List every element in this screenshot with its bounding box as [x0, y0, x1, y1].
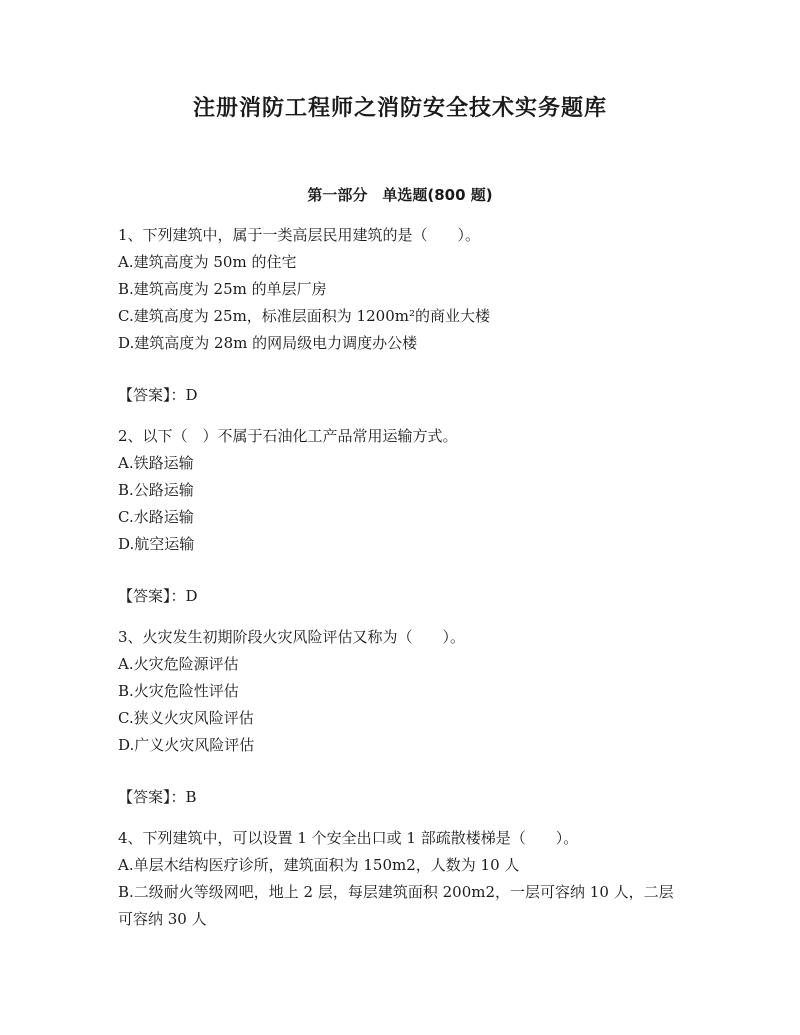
answer-value: ：D	[170, 386, 198, 404]
option-d: D.广义火灾风险评估	[118, 736, 255, 754]
option-b: B.公路运输	[118, 481, 194, 499]
answer-line	[118, 784, 678, 811]
question-list	[118, 222, 678, 933]
question-stem: 2、以下（ ）不属于石油化工产品常用运输方式。	[118, 427, 458, 445]
question-stem: 3、火灾发生初期阶段火灾风险评估又称为（ ）。	[118, 628, 466, 646]
option-c: C.水路运输	[118, 508, 194, 526]
option-b: B.建筑高度为 25m 的单层厂房	[118, 280, 327, 298]
option-c: C.建筑高度为 25m，标准层面积为 1200m²的商业大楼	[118, 307, 490, 325]
section-title: 第一部分 单选题(800 题)	[307, 186, 493, 204]
document-title: 注册消防工程师之消防安全技术实务题库	[192, 96, 607, 121]
option-d: D.航空运输	[118, 535, 195, 553]
question-3	[118, 624, 678, 811]
option-b: B.二级耐火等级网吧，地上 2 层，每层建筑面积 200m2，一层可容纳 10 人，二层可容纳 30 人	[118, 883, 674, 928]
question-4	[118, 825, 678, 933]
answer-label: 【答案】	[118, 788, 171, 806]
option-c: C.狭义火灾风险评估	[118, 709, 254, 727]
question-stem: 1、下列建筑中，属于一类高层民用建筑的是（ ）。	[118, 226, 481, 244]
answer-value: ：D	[170, 587, 198, 605]
question-2	[118, 423, 678, 610]
option-a: A.火灾危险源评估	[118, 655, 239, 673]
option-b: B.火灾危险性评估	[118, 682, 239, 700]
answer-line	[118, 382, 678, 409]
answer-label: 【答案】	[118, 587, 171, 605]
answer-value: ：B	[170, 788, 197, 806]
answer-line	[118, 583, 678, 610]
answer-label: 【答案】	[118, 386, 171, 404]
option-a: A.铁路运输	[118, 454, 194, 472]
question-stem: 4、下列建筑中，可以设置 1 个安全出口或 1 部疏散楼梯是（ ）。	[118, 829, 579, 847]
option-a: A.建筑高度为 50m 的住宅	[118, 253, 297, 271]
option-a: A.单层木结构医疗诊所，建筑面积为 150m2，人数为 10 人	[118, 856, 520, 874]
question-1	[118, 222, 678, 409]
option-d: D.建筑高度为 28m 的网局级电力调度办公楼	[118, 334, 418, 352]
